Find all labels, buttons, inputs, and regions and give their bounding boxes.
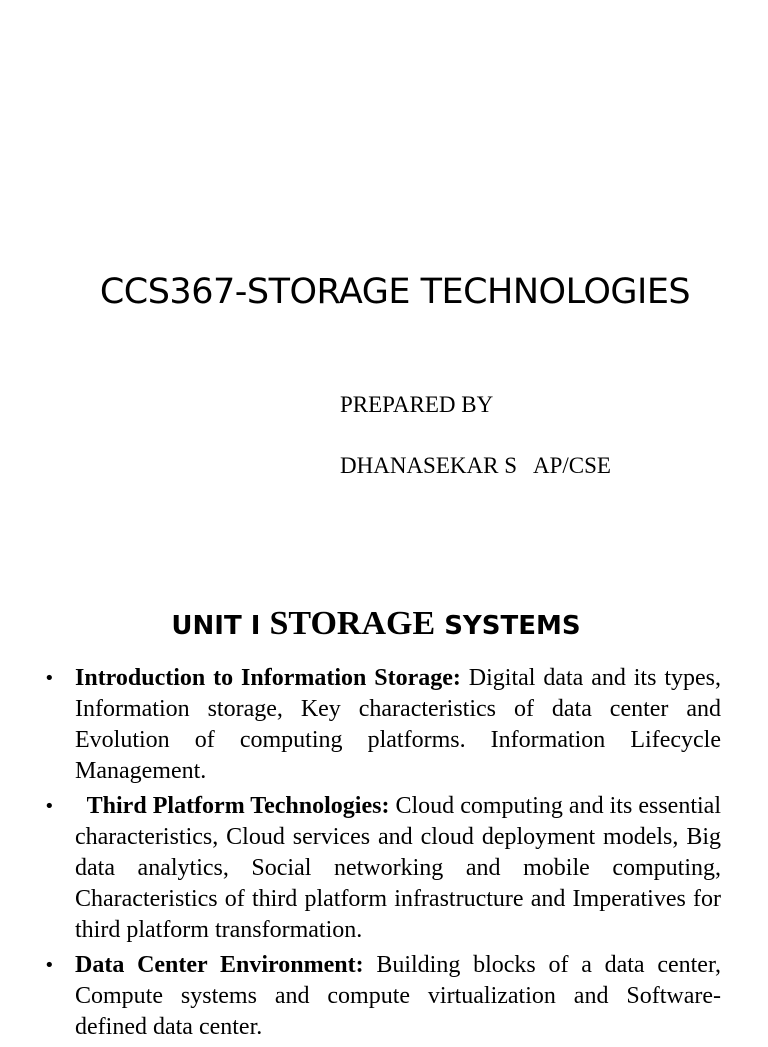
list-item [44, 791, 721, 946]
bullet-icon: • [44, 955, 55, 976]
topic-text: Cloud computing and its essential characteristics, Cloud services and cloud deployment models, Big data analytics, Social networking and mobile computing, Characteristics of third platform infrastructure and Imperatives for third platform transformation. [75, 793, 721, 943]
prepared-by-label: PREPARED BY [340, 392, 494, 417]
list-item [44, 663, 721, 787]
topic-label: Data Center Environment: [75, 952, 364, 978]
slide-title: CCS367-STORAGE TECHNOLOGIES [99, 272, 691, 312]
author-block [340, 390, 611, 481]
unit-prefix: UNIT I [171, 611, 270, 641]
unit-storage-word: STORAGE [269, 605, 436, 642]
topic-label: Introduction to Information Storage: [75, 665, 461, 691]
bullet-icon: • [44, 796, 55, 817]
topic-label: Third Platform Technologies: [75, 793, 390, 819]
author-name: DHANASEKAR S AP/CSE [340, 453, 611, 478]
bullet-icon: • [44, 668, 55, 689]
topic-text: Digital data and its types, Information storage, Key characteristics of data center and Evolution of computing platforms. Information Lifecycle Management. [75, 665, 721, 784]
unit-suffix: SYSTEMS [435, 611, 581, 641]
unit-heading [0, 605, 752, 643]
list-item [44, 950, 721, 1043]
topic-list [44, 663, 721, 1047]
topic-text: Building blocks of a data center, Compute systems and compute virtualization and Software-defined data center. [75, 952, 721, 1040]
